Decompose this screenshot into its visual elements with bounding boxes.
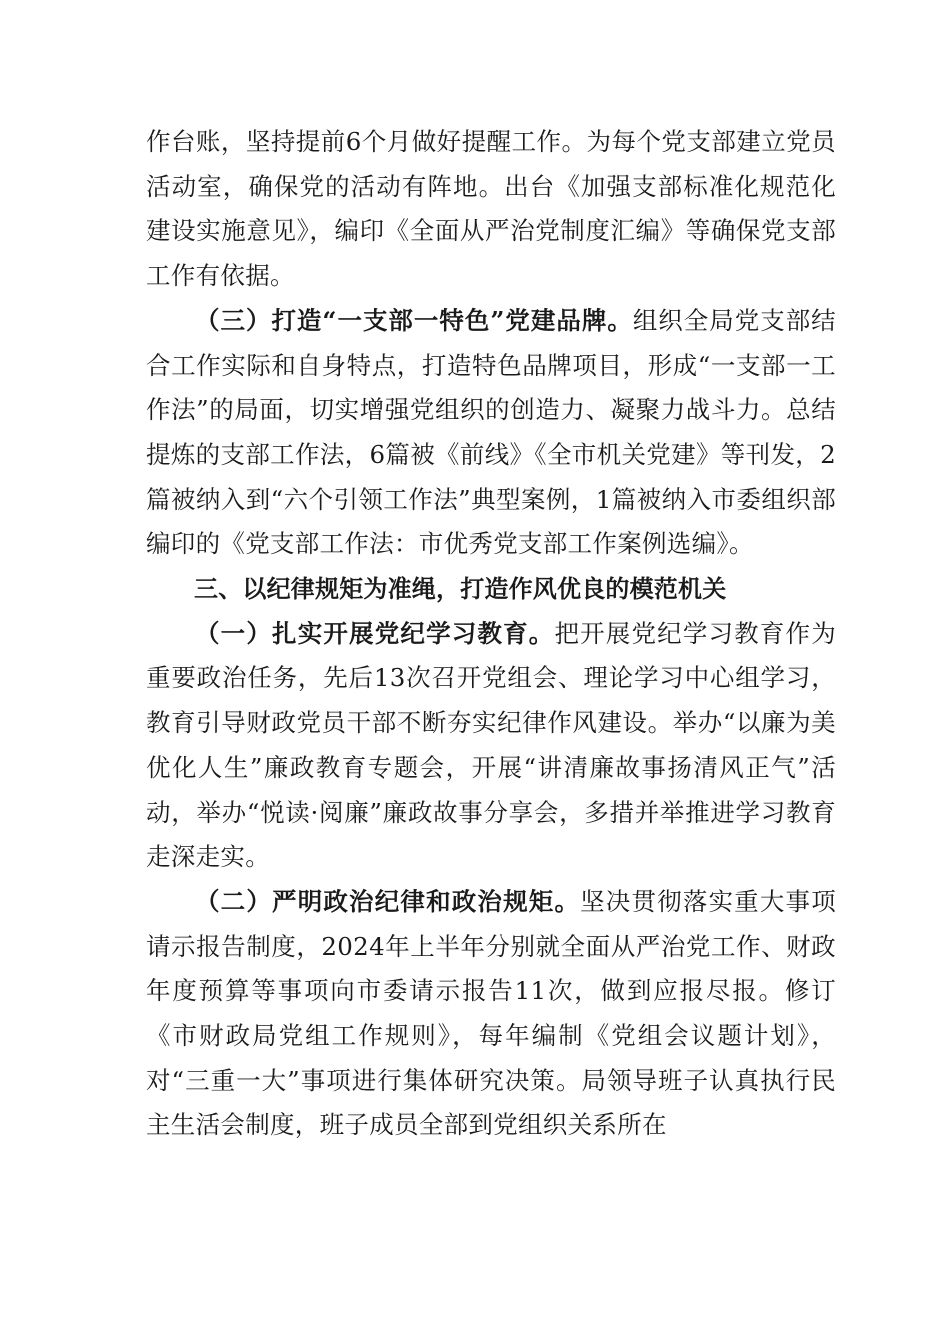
paragraph-text: 把开展党纪学习教育作为重要政治任务，先后13次召开党组会、理论学习中心组学习，教育引导财政党员干部不断夯实纪律作风建设。举办“以廉为美优化人生”廉政教育专题会，开展“讲清廉故事扬清风正气”活动，举办“悦读·阅廉”廉政故事分享会，多措并举推进学习教育走深走实。 <box>146 618 836 872</box>
paragraph-lead: （三）打造“一支部一特色”党建品牌。 <box>195 305 633 335</box>
section-heading: 三、以纪律规矩为准绳，打造作风优良的模范机关 <box>194 575 727 604</box>
paragraph-political-discipline <box>146 880 836 1148</box>
paragraph-party-brand <box>146 299 836 567</box>
paragraph-text: 坚决贯彻落实重大事项请示报告制度，2024年上半年分别就全面从严治党工作、财政年度预算等事项向市委请示报告11次，做到应报尽报。修订《市财政局党组工作规则》，每年编制《党组会议题计划》，对“三重一大”事项进行集体研究决策。局领导班子认真执行民主生活会制度，班子成员全部到党组织关系所在 <box>146 886 836 1140</box>
paragraph-continuation <box>146 120 836 299</box>
document-body <box>146 120 836 1148</box>
paragraph-discipline-education <box>146 612 836 880</box>
paragraph-lead: （二）严明政治纪律和政治规矩。 <box>195 886 581 916</box>
paragraph-text: 组织全局党支部结合工作实际和自身特点，打造特色品牌项目，形成“一支部一工作法”的局面，切实增强党组织的创造力、凝聚力战斗力。总结提炼的支部工作法，6篇被《前线》《全市机关党建》等刊发，2篇被纳入到“六个引领工作法”典型案例，1篇被纳入市委组织部编印的《党支部工作法：市优秀党支部工作案例选编》。 <box>146 305 836 559</box>
paragraph-lead: （一）扎实开展党纪学习教育。 <box>195 618 555 648</box>
paragraph-text: 作台账，坚持提前6个月做好提醒工作。为每个党支部建立党员活动室，确保党的活动有阵地。出台《加强支部标准化规范化建设实施意见》，编印《全面从严治党制度汇编》等确保党支部工作有依据。 <box>146 127 836 291</box>
